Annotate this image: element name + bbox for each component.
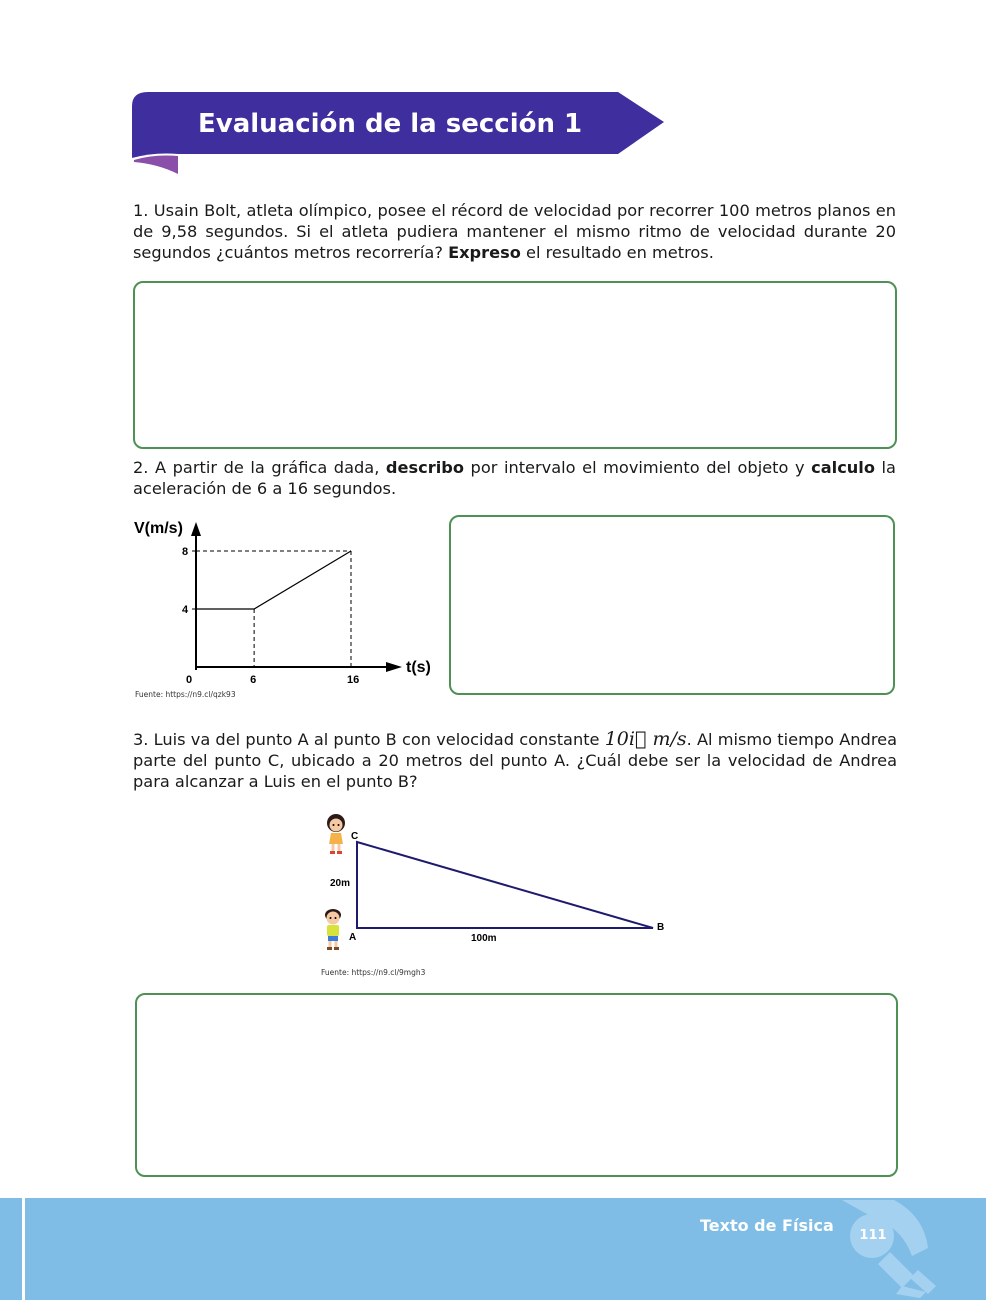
point-b-label: B <box>657 922 665 933</box>
question-2-text-c: la aceleración de 6 a 16 segundos. <box>133 458 896 498</box>
question-3-text-a: 3. Luis va del punto A al punto B con velocidad constante <box>133 730 605 749</box>
question-3 <box>133 729 897 792</box>
y-axis-label: V(m/s) <box>134 520 183 537</box>
y-tick-label: 4 <box>182 604 189 616</box>
question-2 <box>133 457 896 499</box>
question-2-text-a: 2. A partir de la gráfica dada, <box>133 458 386 477</box>
x-tick-label: 16 <box>347 674 360 686</box>
x-tick-label: 6 <box>250 674 257 686</box>
point-a-label: A <box>349 932 357 943</box>
question-1-text: 1. Usain Bolt, atleta olímpico, posee el récord de velocidad por recorrer 100 metros planos en de 9,58 segundos. Si el atleta pudiera mantener el mismo ritmo de velocidad durante 20 segundos ¿cuántos metros recorrería? <box>133 201 896 262</box>
answer-box-3[interactable] <box>135 993 898 1177</box>
question-2-text-b: por intervalo el movimiento del objeto y <box>463 458 812 477</box>
footer-book-title: Texto de Física <box>700 1216 834 1235</box>
diagram-source: Fuente: https://n9.cl/9mgh3 <box>321 968 426 977</box>
question-1 <box>133 200 896 263</box>
triangle-shape <box>357 842 653 928</box>
y-axis-arrow <box>191 522 201 536</box>
horizontal-side-label: 100m <box>471 933 497 944</box>
answer-box-1[interactable] <box>133 281 897 449</box>
triangle-diagram <box>315 812 675 972</box>
question-1-text-end: el resultado en metros. <box>520 243 714 262</box>
chart-source: Fuente: https://n9.cl/qzk93 <box>135 690 236 699</box>
answer-box-2[interactable] <box>449 515 895 695</box>
page-title: Evaluación de la sección 1 <box>198 109 583 139</box>
vertical-side-label: 20m <box>330 878 351 889</box>
velocity-time-chart <box>130 512 440 690</box>
question-2-bold-a: describo <box>385 458 464 477</box>
andrea-figure <box>327 814 345 854</box>
velocity-series-line <box>196 551 351 609</box>
x-axis-arrow <box>386 662 402 672</box>
y-tick-label: 8 <box>182 546 189 558</box>
point-c-label: C <box>351 831 359 842</box>
luis-figure <box>325 909 341 950</box>
question-2-bold-b: calculo <box>811 458 875 477</box>
velocity-expression: 10i⃗ m/s <box>604 728 687 750</box>
question-1-bold: Expreso <box>448 243 521 262</box>
page-number: 111 <box>859 1228 887 1243</box>
rocket-icon <box>832 1198 942 1298</box>
footer-stripe <box>22 1198 25 1300</box>
x-tick-label: 0 <box>186 674 193 686</box>
x-axis-label: t(s) <box>406 659 431 676</box>
question-3-text-b: . Al mismo tiempo Andrea parte del punto C, ubicado a 20 metros del punto A. ¿Cuál debe ser la velocidad de Andrea para alcanzar a Luis en el punto B? <box>133 730 897 791</box>
